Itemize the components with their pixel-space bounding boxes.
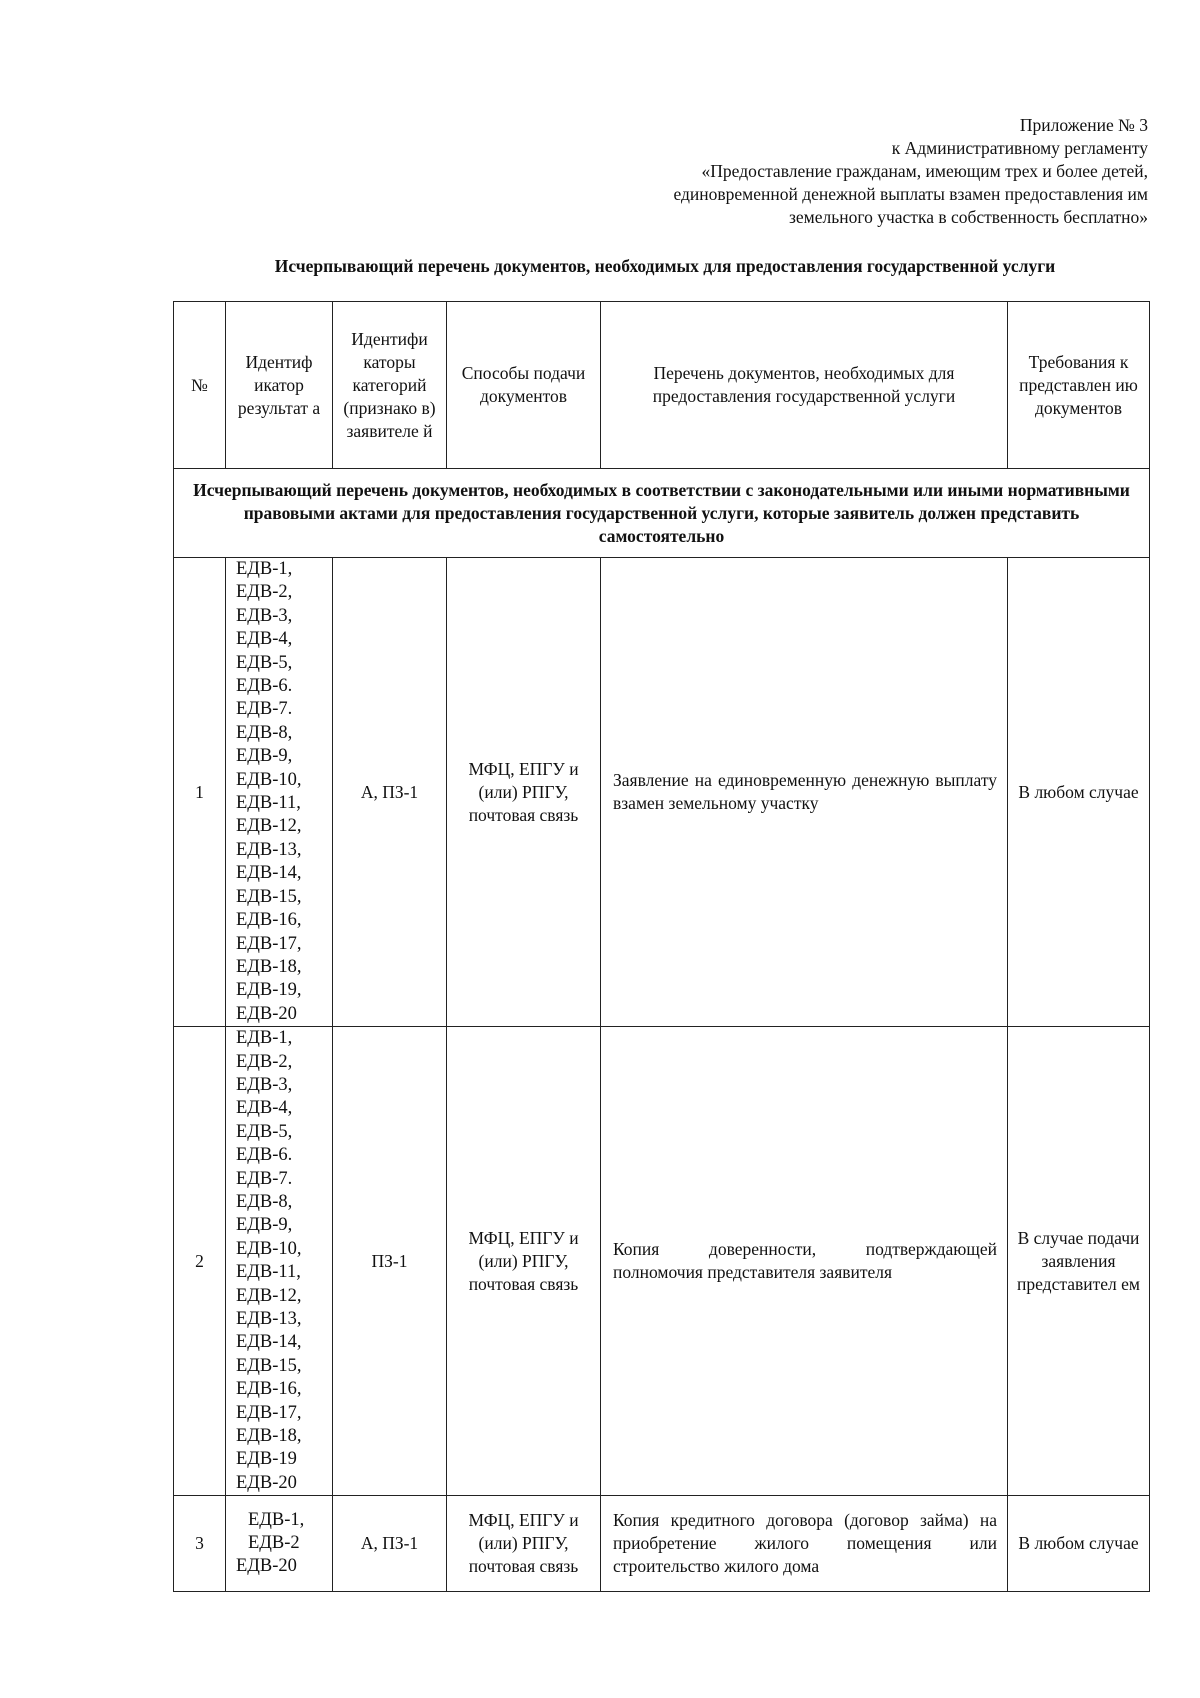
result-id: ЕДВ-4, <box>236 1098 293 1119</box>
table-row <box>174 1496 1150 1592</box>
id-list <box>236 558 328 1026</box>
result-id: ЕДВ-12, <box>236 816 302 837</box>
result-id: ЕДВ-17, <box>236 933 302 954</box>
document-name: Копия кредитного договора (договор займа) на приобретение жилого помещения или строительство жилого дома <box>601 1496 1008 1592</box>
result-id: ЕДВ-5, <box>236 1121 293 1142</box>
result-id: ЕДВ-1, <box>236 559 293 579</box>
result-id: ЕДВ-9, <box>236 1215 293 1236</box>
result-id: ЕДВ-19 <box>236 1449 297 1470</box>
result-id-list <box>226 558 333 1027</box>
result-id: ЕДВ-16, <box>236 1379 302 1400</box>
result-id: ЕДВ-6. <box>236 676 293 697</box>
result-id: ЕДВ-18, <box>236 956 302 977</box>
documents-table <box>173 301 1150 1592</box>
document-title: Исчерпывающий перечень документов, необходимых для предоставления государственной услуги <box>274 256 1056 276</box>
result-id: ЕДВ-15, <box>236 886 302 907</box>
result-id: ЕДВ-12, <box>236 1285 302 1306</box>
result-id: ЕДВ-2, <box>236 582 293 603</box>
document-name: Заявление на единовременную денежную выплату взамен земельному участку <box>601 558 1008 1027</box>
appendix-line: к Административному регламенту <box>891 138 1148 158</box>
result-id: ЕДВ-13, <box>236 839 302 860</box>
result-id: ЕДВ-10, <box>236 769 302 790</box>
result-id: ЕДВ-20 <box>236 1003 297 1024</box>
header-submission-ways: Способы подачи документов <box>447 302 601 469</box>
appendix-line: единовременной денежной выплаты взамен предоставления им <box>673 184 1148 204</box>
result-id: ЕДВ-9, <box>236 746 293 767</box>
result-id: ЕДВ-18, <box>236 1426 302 1447</box>
result-id: ЕДВ-8, <box>236 722 293 743</box>
result-id: ЕДВ-16, <box>236 910 302 931</box>
result-id: ЕДВ-13, <box>236 1309 302 1329</box>
result-id: ЕДВ-20 <box>236 1472 297 1493</box>
result-id: ЕДВ-3, <box>236 605 293 626</box>
result-id: ЕДВ-10, <box>236 1238 302 1259</box>
result-id: ЕДВ-20 <box>236 1556 297 1577</box>
result-id-list <box>226 1496 333 1592</box>
appendix-line: Приложение № 3 <box>1019 115 1148 135</box>
requirement: В любом случае <box>1008 558 1150 1027</box>
result-id: ЕДВ-2 <box>248 1533 300 1554</box>
row-number: 1 <box>174 558 226 1027</box>
result-id: ЕДВ-8, <box>236 1191 293 1212</box>
result-id: ЕДВ-4, <box>236 629 293 650</box>
header-num: № <box>174 302 226 469</box>
result-id: ЕДВ-7. <box>236 699 293 720</box>
submission-ways: МФЦ, ЕПГУ и (или) РПГУ, почтовая связь <box>447 1496 601 1592</box>
result-id: ЕДВ-1, <box>248 1509 305 1530</box>
section-row <box>174 469 1150 558</box>
row-number: 2 <box>174 1027 226 1496</box>
result-id: ЕДВ-1, <box>236 1028 293 1049</box>
result-id: ЕДВ-15, <box>236 1355 302 1376</box>
result-id: ЕДВ-19, <box>236 980 302 1001</box>
header-category-id: Идентифи каторы категорий (признако в) заявителе й <box>333 302 447 469</box>
header-document-list: Перечень документов, необходимых для предоставления государственной услуги <box>601 302 1008 469</box>
id-list <box>236 1509 328 1579</box>
appendix-line: «Предоставление гражданам, имеющим трех и более детей, <box>701 161 1148 181</box>
document-name: Копия доверенности, подтверждающей полномочия представителя заявителя <box>601 1027 1008 1496</box>
result-id-list <box>226 1027 333 1496</box>
row-number: 3 <box>174 1496 226 1592</box>
header-requirements: Требования к представлен ию документов <box>1008 302 1150 469</box>
appendix-line: земельного участка в собственность бесплатно» <box>789 207 1148 227</box>
submission-ways: МФЦ, ЕПГУ и (или) РПГУ, почтовая связь <box>447 558 601 1027</box>
result-id: ЕДВ-11, <box>236 1262 301 1283</box>
submission-ways: МФЦ, ЕПГУ и (или) РПГУ, почтовая связь <box>447 1027 601 1496</box>
result-id: ЕДВ-14, <box>236 1332 302 1353</box>
category-id: А, ПЗ-1 <box>333 558 447 1027</box>
requirement: В случае подачи заявления представител ем <box>1008 1027 1150 1496</box>
category-id: А, ПЗ-1 <box>333 1496 447 1592</box>
category-id: ПЗ-1 <box>333 1027 447 1496</box>
result-id: ЕДВ-6. <box>236 1145 293 1166</box>
result-id: ЕДВ-7. <box>236 1168 293 1189</box>
appendix-block <box>448 114 1148 229</box>
result-id: ЕДВ-5, <box>236 652 293 673</box>
table-header-row <box>174 302 1150 469</box>
id-list <box>236 1027 328 1495</box>
result-id: ЕДВ-3, <box>236 1074 293 1095</box>
table-row <box>174 558 1150 1027</box>
requirement: В любом случае <box>1008 1496 1150 1592</box>
result-id: ЕДВ-11, <box>236 793 301 814</box>
section-title: Исчерпывающий перечень документов, необходимых в соответствии с законодательными или иными нормативными правовыми актами для предоставления государственной услуги, которые заявитель должен представить самостоятельно <box>174 469 1150 558</box>
table-row <box>174 1027 1150 1496</box>
result-id: ЕДВ-14, <box>236 863 302 884</box>
header-result-id: Идентиф икатор результат а <box>226 302 333 469</box>
result-id: ЕДВ-17, <box>236 1402 302 1423</box>
result-id: ЕДВ-2, <box>236 1051 293 1072</box>
